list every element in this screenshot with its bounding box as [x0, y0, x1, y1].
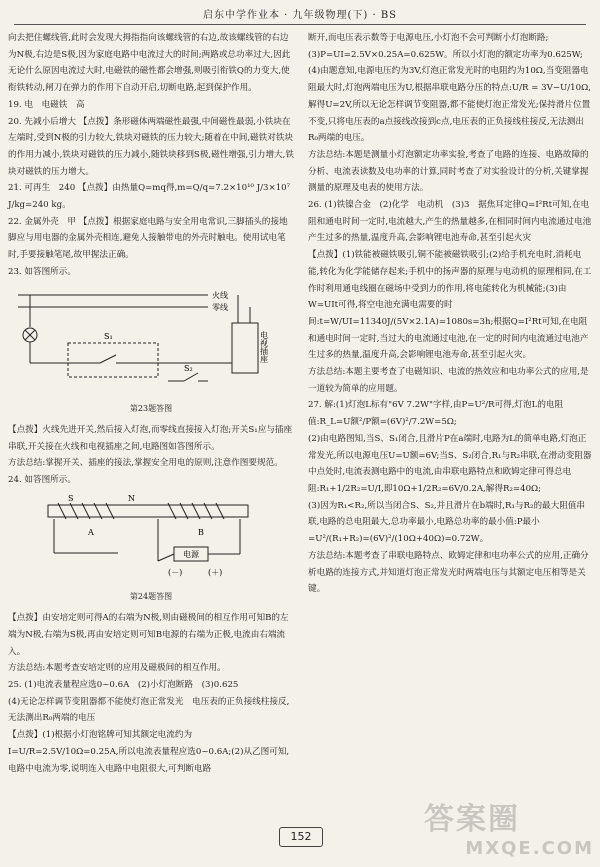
coil-b-label: B	[198, 527, 204, 537]
answer-27b: (2)由电路图知,当S、S₁闭合,且滑片P在a端时,电路为L的简单电路,灯泡正常发光,所以电源电压U=U额=6V;当S、S₂闭合,R₁与R₂串联,在滑动变阻器中点处时,电流表测电路中的电流,由串联电路特点和欧姆定律可得总电阻:R₁+1/2R₂=U/I,即10Ω+1/2R₂=6V/0.2A,解得R₂=40Ω;	[308, 433, 592, 494]
answer-20: 20. 先减小后增大 【点拨】条形磁体两端磁性最强,中间磁性最弱,小铁块在左端时,受到N极的引力较大,铁块对磁铁的压力较大;随着在中间,磁铁对铁块的作用力减小,铁块对磁铁的压力减小,随铁块移到S极,磁性增强,引力增大,铁块对磁铁的压力增大。	[8, 116, 294, 177]
live-wire-label: 火线	[212, 290, 228, 300]
figure-24-caption: 第24题答图	[129, 592, 173, 602]
answer-text: 向去把住螺线管,此时会发现大拇指指向该螺线管的右边,故该螺线管的右边为N极,右边是S极,因为家庭电路中电流过大的时间;两路或总功率过大,因此无论什么原因电流过大时,电磁铁的磁性都会增强,则吸引衔铁Q的力变大,使衔铁转动,闸刀在弹力的作用下自动开启,切断电路,起到保护作用。	[8, 33, 291, 94]
answer-27c: (3)因为R₁<R₂,所以当闭合S、S₂,并且滑片在b端时,R₁与R₂的最大阻值串联,电路的总电阻最大,总功率最小,电路总功率的最小值:P最小=U²/(R₁+R₂)=(6V)²/(10Ω+40Ω)=0.72W。	[308, 500, 586, 545]
note-24: 【点拨】由安培定则可得A的右端为N极,则由磁极间的相互作用可知B的左端为N极,右端为S极,再由安培定则可知B电源的右端为正极,电流由右端流入。	[8, 613, 289, 657]
coil-a-label: A	[88, 527, 94, 537]
answer-24: 24. 如答图所示。	[8, 475, 76, 486]
minus-label: (－)	[168, 567, 183, 577]
note-23: 【点拨】火线先进开关,然后接入灯泡,而零线直接接入灯泡;开关S₁应与插座串联,开关接在火线和电视插座之间,电路图如答图所示。	[8, 424, 293, 452]
switch-s1-label: S₁	[104, 331, 113, 341]
method-25: 方法总结:本题是测量小灯泡额定功率实验,考查了电路的连接、电路故障的分析、电流表读数及电功率的计算,同时考查了对实验设计的分析,关键掌握测量的原理及电表的使用方法。	[308, 149, 589, 194]
watermark-line2: MXQE.COM	[465, 838, 594, 859]
method-23: 方法总结:掌握开关、插座的接法,掌握安全用电的原则,注意作图要规范。	[8, 458, 283, 469]
answer-27: 27. 解:(1)灯泡L标有"6V 7.2W"字样,由P=U²/R可得,灯泡L的电阻值:R_L=U额²/P额=(6V)²/7.2W=5Ω;	[308, 400, 564, 428]
answer-25: 25. (1)电流表量程应选0~0.6A (2)小灯泡断路 (3)0.625	[8, 679, 239, 690]
answer-23: 23. 如答图所示。	[8, 266, 76, 277]
method-24: 方法总结:本题考查安培定则的应用及磁极间的相互作用。	[8, 663, 226, 674]
pole-s-label: S	[68, 493, 74, 503]
right-column	[308, 30, 592, 598]
plus-label: (＋)	[208, 567, 223, 577]
answer-19: 19. 电 电磁铁 高	[8, 99, 85, 110]
answer-26: 26. (1)铁镍合金 (2)化学 电动机 (3)3 据焦耳定律Q=I²Rt可知,在电阻和通电时间一定时,电流越大,产生的热量越多,在相同时间内电流通过电池产生过多的热量,温度升高,会影响锂电池寿命,甚至引起火灾	[308, 200, 592, 244]
left-column	[8, 30, 294, 777]
answer-25b: (4)无论怎样调节变阻器都不能使灯泡正常发光 电压表的正负接线柱接反,无法测出R₀两端的电压	[8, 696, 290, 724]
figure-24	[8, 491, 294, 606]
figure-23	[8, 283, 294, 418]
note-25-cont: 断开,而电压表示数等于电源电压,小灯泡不会可判断小灯泡断路;(3)P=UI=2.5V×0.25A=0.625W。所以小灯泡的额定功率为0.625W;(4)由题意知,电源电压约为3V,灯泡正常发光时的电阻约为10Ω,当变阻器电阻最大时,灯泡两端电压为U,根据串联电路分压的特点:U/R = 3V−U/10Ω,解得U=2V,所以无论怎样调节变阻器,都不能使灯泡正常发光;保持滑片位置不变,只将电压表的a点接线改接到c点,电压表的正负接线柱接反,无法测出R₀两端的电压。	[308, 33, 591, 144]
answer-22: 22. 金属外壳 甲 【点拨】根据家庭电路与安全用电常识,三脚插头的接地脚应与用电器的金属外壳相连,避免人接触带电的外壳时触电。使用试电笔时,手要接触笔尾,故甲握法正确。	[8, 216, 288, 261]
circuit-diagram-23	[8, 283, 288, 395]
switch-s2-label: S₂	[184, 363, 193, 373]
note-25: 【点拨】(1)根据小灯泡铭牌可知其额定电流约为I=U/R=2.5V/10Ω=0.25A,所以电流表量程应选0~0.6A;(2)从乙图可知,电路中电流为零,说明连入电路中电阻很大,可判断电路	[8, 730, 290, 774]
pole-n-label: N	[128, 493, 135, 503]
coil-diagram-24	[8, 491, 288, 583]
method-27: 方法总结:本题考查了串联电路特点、欧姆定律和电功率公式的应用,正确分析电路的连接方式,并知道灯泡正常发光时两端电压与其额定电压相等是关键。	[308, 550, 589, 595]
answer-21: 21. 可再生 240 【点拨】由热量Q=mq得,m=Q/q=7.2×10¹⁰ J/3×10⁷ J/kg=240 kg。	[8, 183, 291, 211]
neutral-wire-label: 零线	[212, 302, 228, 312]
header-rule	[14, 24, 586, 25]
power-source-label: 电源	[183, 549, 199, 559]
socket-label: 电视插座	[259, 330, 269, 363]
watermark-logo	[424, 794, 594, 858]
watermark-line1: 答案圈	[424, 802, 520, 837]
page-header: 启东中学作业本 · 九年级物理(下) · BS	[202, 10, 398, 21]
page-number: 152	[279, 827, 323, 847]
note-26: 【点拨】(1)铁能被磁铁吸引,铜不能被磁铁吸引;(2)给手机充电时,消耗电能,转化为化学能储存起来;手机中的扬声器的原理与电动机的原理相同,在工作时利用通电线圈在磁场中受到力的作用,将电能转化为机械能;(3)由W=UIt可得,将空电池充满电需要的时间:t=W/UI=11340J/(5V×2.1A)=1080s=3h;根据Q=I²Rt可知,在电阻和通电时间一定时,当过大的电流通过电池,在一定的时间内电流通过电池产生过多的热量,温度升高,会影响锂电池寿命,甚至引起火灾。	[308, 250, 592, 361]
method-26: 方法总结:本题主要考查了电磁知识、电流的热效应和电功率公式的应用,是一道较为简单的应用题。	[308, 367, 589, 394]
figure-23-caption: 第23题答图	[129, 404, 173, 414]
